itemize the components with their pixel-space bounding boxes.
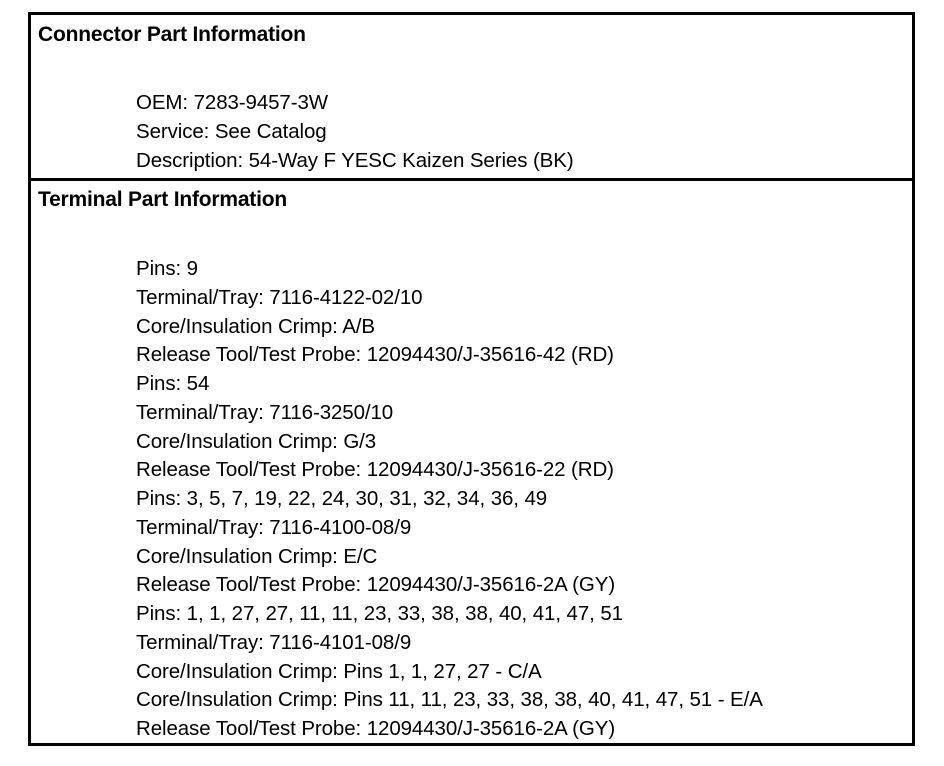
connector-detail-list [136,89,574,175]
terminal-section-title: Terminal Part Information [38,188,287,211]
terminal-release-tool-line: Release Tool/Test Probe: 12094430/J-35616-2A (GY) [136,573,616,597]
terminal-crimp-line: Core/Insulation Crimp: A/B [136,314,375,338]
terminal-crimp-line: Core/Insulation Crimp: G/3 [136,429,377,453]
terminal-release-tool-line: Release Tool/Test Probe: 12094430/J-35616-2A (GY) [136,717,616,740]
terminal-crimp-line: Core/Insulation Crimp: Pins 11, 11, 23, 33, 38, 38, 40, 41, 47, 51 - E/A [136,688,763,712]
terminal-pins-line: Pins: 9 [136,257,198,280]
terminal-release-tool-line: Release Tool/Test Probe: 12094430/J-35616-42 (RD) [136,343,614,367]
terminal-crimp-line: Core/Insulation Crimp: Pins 1, 1, 27, 27 - C/A [136,659,542,683]
connector-service-line: Service: See Catalog [136,119,327,143]
connector-section-title: Connector Part Information [38,23,306,46]
terminal-crimp-line: Core/Insulation Crimp: E/C [136,544,378,568]
connector-part-section [31,15,912,181]
terminal-tray-line: Terminal/Tray: 7116-4101-08/9 [136,630,412,654]
terminal-tray-line: Terminal/Tray: 7116-4122-02/10 [136,285,423,309]
terminal-detail-list [136,255,763,744]
connector-oem-line: OEM: 7283-9457-3W [136,91,328,114]
connector-info-table [28,12,915,746]
terminal-tray-line: Terminal/Tray: 7116-4100-08/9 [136,515,412,539]
terminal-pins-line: Pins: 54 [136,372,210,395]
connector-description-line: Description: 54-Way F YESC Kaizen Series (BK) [136,148,574,172]
terminal-tray-line: Terminal/Tray: 7116-3250/10 [136,400,394,424]
terminal-release-tool-line: Release Tool/Test Probe: 12094430/J-35616-22 (RD) [136,458,614,482]
terminal-pins-line: Pins: 1, 1, 27, 27, 11, 11, 23, 33, 38, 38, 40, 41, 47, 51 [136,602,623,625]
terminal-part-section [31,181,912,743]
terminal-pins-line: Pins: 3, 5, 7, 19, 22, 24, 30, 31, 32, 34, 36, 49 [136,487,548,510]
